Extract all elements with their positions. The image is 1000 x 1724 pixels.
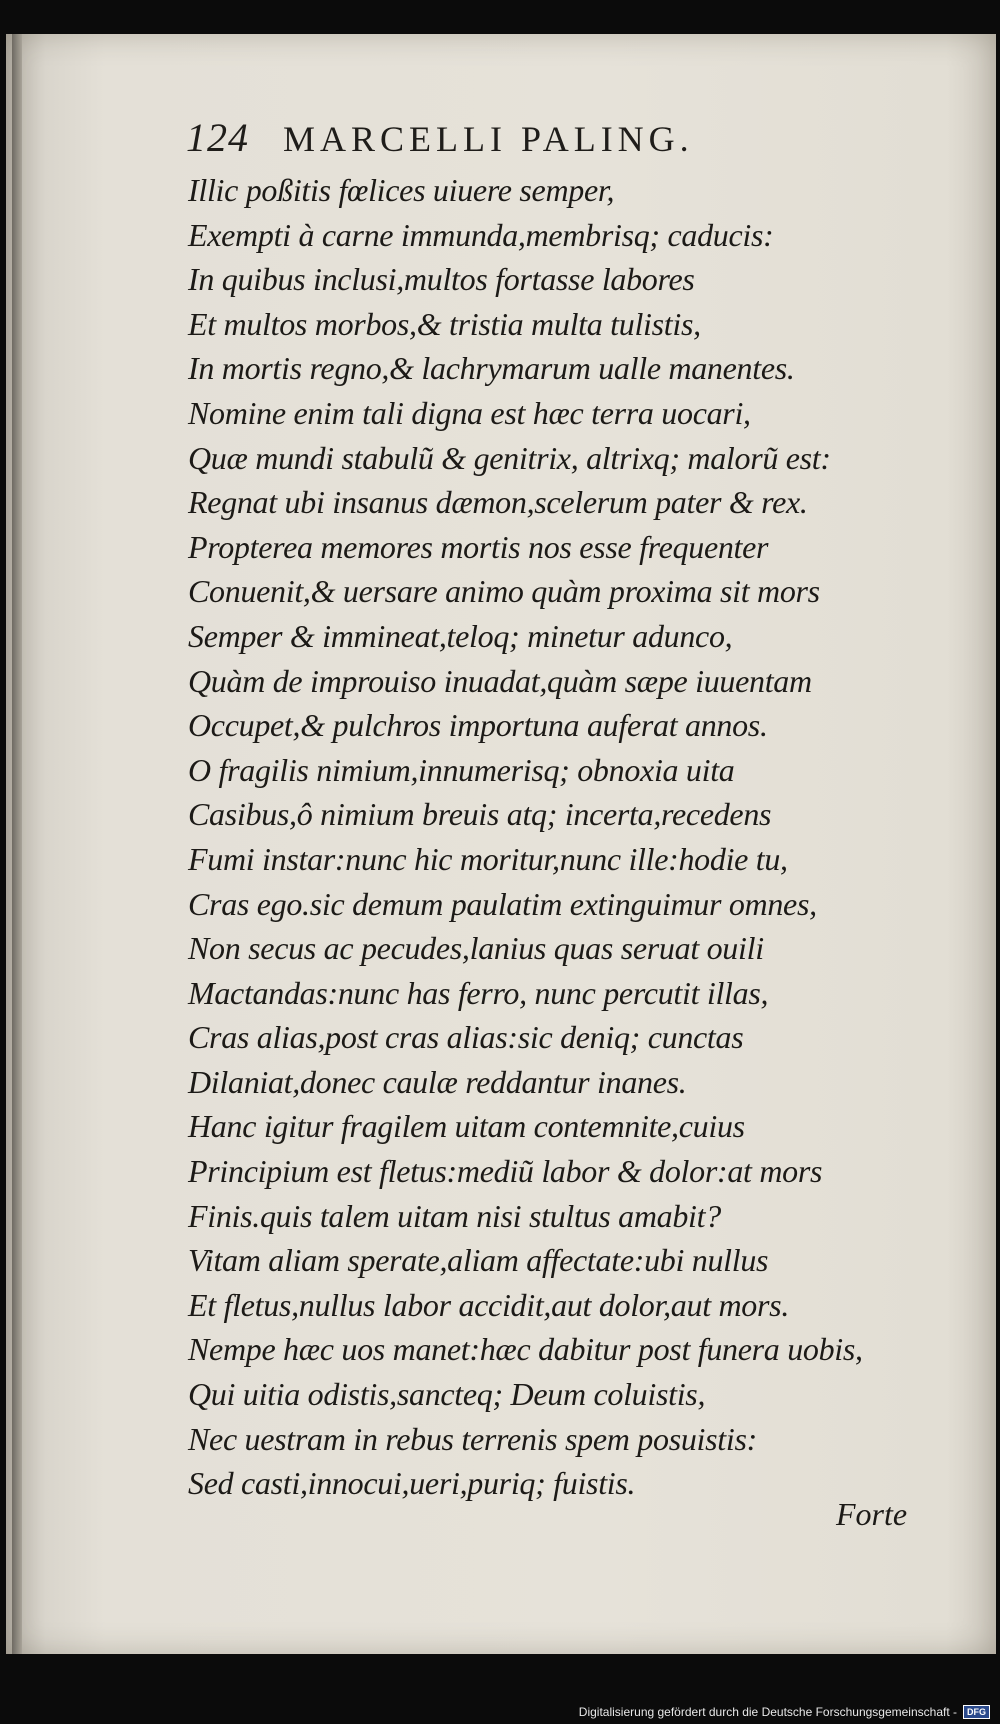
verse-line: In quibus inclusi,multos fortasse labores: [188, 261, 695, 298]
verse-line: Regnat ubi insanus dæmon,scelerum pater & rex.: [188, 484, 808, 521]
verse-line: Nec uestram in rebus terrenis spem posuistis:: [188, 1420, 757, 1457]
verse-line: Propterea memores mortis nos esse frequenter: [188, 528, 769, 565]
verse-line: Fumi instar:nunc hic moritur,nunc ille:hodie tu,: [188, 840, 788, 877]
verse-line: Cras alias,post cras alias:sic deniq; cunctas: [188, 1019, 744, 1056]
verse-line: Dilaniat,donec caulæ reddantur inanes.: [188, 1063, 687, 1100]
verse-line: Mactandas:nunc has ferro, nunc percutit illas,: [188, 974, 769, 1011]
verse-line: Principium est fletus:mediũ labor & dolor:at mors: [188, 1153, 823, 1190]
verse-line: Nomine enim tali digna est hæc terra uocari,: [188, 394, 751, 431]
running-title: MARCELLI PALING.: [283, 119, 694, 159]
verse-line: Hanc igitur fragilem uitam contemnite,cuius: [188, 1108, 745, 1145]
page-header: [186, 114, 786, 174]
dfg-logo-icon: DFG: [963, 1705, 990, 1719]
verse-line: Et multos morbos,& tristia multa tulistis,: [188, 305, 701, 342]
verse-line: Vitam aliam sperate,aliam affectate:ubi nullus: [188, 1242, 769, 1279]
verse-line: Et fletus,nullus labor accidit,aut dolor,aut mors.: [188, 1286, 790, 1323]
verse-line: Non secus ac pecudes,lanius quas seruat ouili: [188, 930, 764, 967]
verse-line: Quæ mundi stabulũ & genitrix, altrixq; malorũ est:: [188, 439, 831, 476]
funding-note: Digitalisierung gefördert durch die Deutsche Forschungsgemeinschaft -: [578, 1705, 957, 1719]
verse-line: Casibus,ô nimium breuis atq; incerta,recedens: [188, 796, 772, 833]
verse-line: O fragilis nimium,innumerisq; obnoxia uita: [188, 751, 735, 788]
verse-text: [188, 168, 928, 1506]
verse-line: Exempti à carne immunda,membrisq; caducis:: [188, 216, 774, 253]
verse-line: Sed casti,innocui,ueri,puriq; fuistis.: [188, 1465, 636, 1502]
catchword: Forte: [836, 1496, 908, 1532]
verse-line: Illic poßitis fœlices uiuere semper,: [188, 172, 615, 208]
page-binding-edge: [12, 34, 22, 1654]
page-number: 124: [186, 115, 249, 160]
verse-line: In mortis regno,& lachrymarum ualle manentes.: [188, 350, 795, 387]
verse-line: Semper & immineat,teloq; minetur adunco,: [188, 617, 733, 654]
verse-line: Occupet,& pulchros importuna auferat annos.: [188, 707, 768, 744]
verse-line: Quàm de improuiso inuadat,quàm sæpe iuuentam: [188, 662, 812, 699]
verse-line: Cras ego.sic demum paulatim extinguimur omnes,: [188, 885, 817, 922]
verse-line: Finis.quis talem uitam nisi stultus amabit?: [188, 1197, 721, 1234]
verse-line: Conuenit,& uersare animo quàm proxima sit mors: [188, 573, 820, 610]
verse-line: Qui uitia odistis,sancteq; Deum coluistis,: [188, 1376, 706, 1413]
digitization-footer: [0, 1700, 1000, 1724]
verse-line: Nempe hæc uos manet:hæc dabitur post funera uobis,: [188, 1331, 863, 1368]
